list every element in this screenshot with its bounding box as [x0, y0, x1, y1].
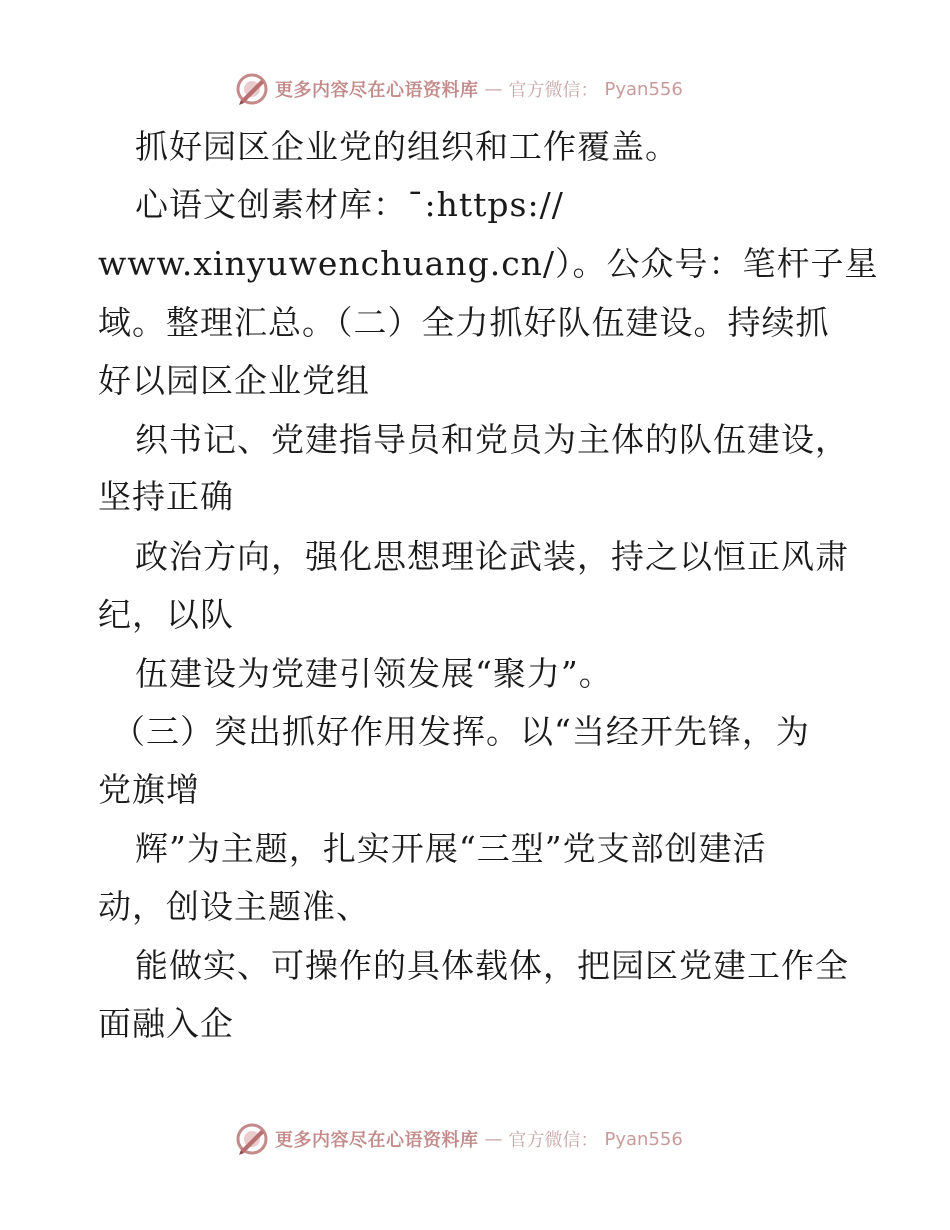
- body-line: 辉”为主题，扎实开展“三型”党支部创建活: [135, 829, 767, 868]
- body-line: 心语文创素材库：¯:https://: [135, 185, 564, 224]
- watermark-separator: —: [484, 78, 503, 100]
- body-line: 抓好园区企业党的组织和工作覆盖。: [135, 127, 679, 166]
- watermark-text: 更多内容尽在心语资料库: [275, 80, 479, 101]
- body-line: 动，创设主题准、: [98, 887, 370, 926]
- watermark-wechat-id: Pyan556: [604, 78, 683, 100]
- body-line: 好以园区企业党组: [98, 361, 370, 400]
- body-line: 织书记、党建指导员和党员为主体的队伍建设，: [135, 420, 849, 459]
- body-line: www.xinyuwenchuang.cn/）。公众号：笔杆子星: [98, 244, 879, 283]
- body-line: 面融入企: [98, 1004, 234, 1043]
- body-line: 政治方向，强化思想理论武装，持之以恒正风肃: [135, 537, 849, 576]
- watermark-wechat-label: 官方微信：: [508, 80, 599, 101]
- body-line: 伍建设为党建引领发展“聚力”。: [135, 654, 613, 693]
- watermark-wechat-id: Pyan556: [604, 1128, 683, 1150]
- body-line: 域。整理汇总。（二）全力抓好队伍建设。持续抓: [98, 303, 830, 342]
- pen-logo-icon: [235, 1122, 269, 1156]
- footer-watermark: [235, 1122, 683, 1156]
- header-watermark: [235, 72, 683, 106]
- watermark-wechat-label: 官方微信：: [508, 1130, 599, 1151]
- body-line: 纪，以队: [98, 595, 234, 634]
- body-line: 党旗增: [98, 770, 200, 809]
- body-line: 能做实、可操作的具体载体，把园区党建工作全: [135, 946, 849, 985]
- body-line: （三）突出抓好作用发挥。以“当经开先锋，为: [112, 712, 810, 751]
- watermark-separator: —: [484, 1128, 503, 1150]
- watermark-text: 更多内容尽在心语资料库: [275, 1130, 479, 1151]
- pen-logo-icon: [235, 72, 269, 106]
- body-line: 坚持正确: [98, 477, 234, 516]
